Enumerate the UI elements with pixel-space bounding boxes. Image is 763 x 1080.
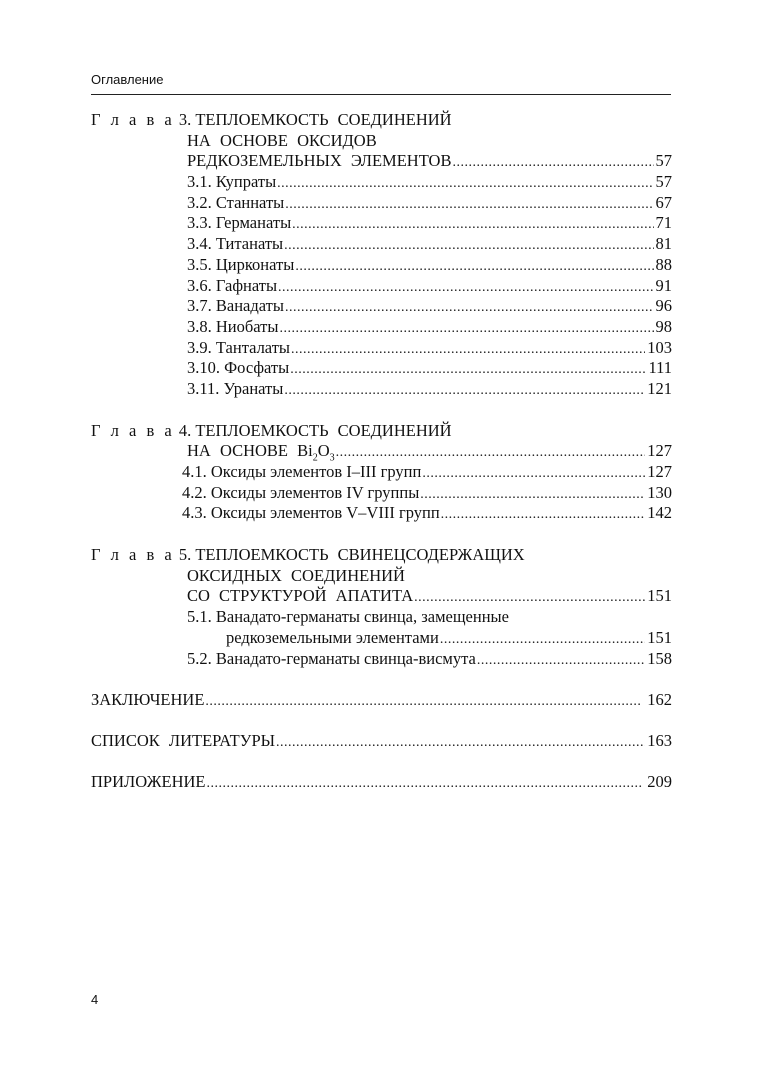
chapter-title-line: ТЕПЛОЕМКОСТЬ СВИНЕЦСОДЕРЖАЩИХ [195,545,525,565]
page-number: 4 [91,992,99,1007]
toc-entry[interactable] [91,234,672,255]
toc-entry-page: 91 [655,275,672,295]
table-of-contents [91,110,672,792]
toc-entry[interactable] [91,255,672,276]
toc-entry-title: 3.2. Станнаты [187,192,285,212]
dot-leader [477,649,645,672]
toc-entry[interactable] [91,296,672,317]
toc-entry-conclusion[interactable] [91,690,672,711]
dot-leader [420,483,645,506]
toc-entry-title: СО СТРУКТУРОЙ АПАТИТА [187,586,414,606]
toc-entry-title: 3.11. Уранаты [187,378,284,398]
dot-leader [440,628,645,651]
toc-entry-title: ПРИЛОЖЕНИЕ [91,771,206,791]
dot-leader [336,441,646,464]
toc-entry-title: 3.3. Германаты [187,213,292,233]
toc-entry[interactable] [91,276,672,297]
toc-entry-title: 3.7. Ванадаты [187,296,284,316]
chapter-label: Г л а в а [91,420,175,440]
dot-leader [205,690,645,713]
dot-leader [277,172,653,195]
chapter-number: 3. [178,110,192,129]
toc-entry-chapter-3[interactable] [91,151,672,172]
toc-entry[interactable] [91,483,672,504]
toc-entry-title: 4.3. Оксиды элементов V–VIII групп [182,503,440,523]
toc-entry-title: 3.5. Цирконаты [187,254,295,274]
dot-leader [276,731,645,754]
toc-entry-title: 5.2. Ванадато-германаты свинца-висмута [187,648,476,668]
toc-entry-page: 127 [647,441,672,461]
dot-leader [452,151,653,174]
toc-entry-page: 67 [655,192,672,212]
toc-entry-page: 130 [647,482,672,502]
dot-leader [285,193,653,216]
dot-leader [290,358,646,381]
toc-entry[interactable] [91,462,672,483]
toc-entry[interactable] [91,503,672,524]
toc-entry-title: редкоземельными элементами [226,627,439,647]
toc-entry-title: 4.1. Оксиды элементов I–III групп [182,462,422,481]
toc-entry-page: 121 [647,378,672,398]
toc-entry[interactable] [91,172,672,193]
spacer [91,752,672,772]
dot-leader [206,772,645,795]
spacer [91,711,672,731]
toc-entry[interactable] [91,317,672,338]
spacer [91,669,672,690]
toc-entry-title: 3.1. Купраты [187,172,277,192]
header-rule [91,94,671,95]
toc-entry-page: 142 [647,503,672,523]
toc-entry-page: 88 [655,254,672,274]
chapter-5-sections [91,607,672,669]
chapter-label: Г л а в а [91,545,175,565]
spacer [91,524,672,545]
toc-entry-page: 163 [647,730,672,750]
dot-leader [292,213,653,236]
chapter-title-line: ТЕПЛОЕМКОСТЬ СОЕДИНЕНИЙ [195,110,452,129]
toc-entry-page: 162 [647,690,672,710]
dot-leader [291,338,645,361]
toc-entry-references[interactable] [91,731,672,752]
toc-entry-title [187,441,336,462]
dot-leader [278,276,653,299]
toc-entry-appendix[interactable] [91,772,672,793]
toc-entry-page: 98 [655,316,672,336]
chapter-label: Г л а в а [91,110,175,129]
toc-entry[interactable] [91,649,672,670]
toc-entry-chapter-5[interactable] [91,586,672,607]
toc-entry-page: 57 [655,172,672,192]
toc-entry-page: 81 [655,234,672,254]
dot-leader [279,317,653,340]
toc-entry-title: РЕДКОЗЕМЕЛЬНЫХ ЭЛЕМЕНТОВ [187,151,452,171]
chapter-title-line: НА ОСНОВЕ ОКСИДОВ [187,130,377,150]
toc-entry-page: 158 [647,648,672,668]
toc-entry[interactable] [91,338,672,359]
running-title: Оглавление [91,72,164,87]
toc-entry-page: 111 [648,358,672,378]
dot-leader [441,503,646,526]
toc-entry-title: 3.8. Ниобаты [187,316,279,336]
dot-leader [285,296,654,319]
toc-entry-page: 57 [655,151,672,171]
spacer [91,400,672,421]
chapter-title-line: НА ОСНОВЕ [187,441,288,461]
chapter-3-sections [91,172,672,400]
chapter-number: 4. [178,420,192,440]
dot-leader [284,234,653,257]
chapter-5-heading [91,545,672,566]
toc-entry-page: 96 [655,296,672,316]
chapter-title-line: ТЕПЛОЕМКОСТЬ СОЕДИНЕНИЙ [195,420,452,440]
dot-leader [295,255,653,278]
toc-entry-page: 103 [647,337,672,357]
toc-entry-title: 3.10. Фосфаты [187,358,290,378]
toc-entry-page: 151 [647,627,672,647]
toc-entry-title: 3.6. Гафнаты [187,275,278,295]
toc-entry[interactable] [91,628,672,649]
toc-entry-title: 3.9. Танталаты [187,337,291,357]
toc-entry-page: 127 [647,462,672,481]
toc-entry-page: 71 [655,213,672,233]
dot-leader [414,586,645,609]
toc-entry-title: СПИСОК ЛИТЕРАТУРЫ [91,730,276,750]
toc-entry[interactable] [91,358,672,379]
chapter-4-heading [91,421,672,442]
toc-entry[interactable] [91,213,672,234]
toc-entry-title: 4.2. Оксиды элементов IV группы [182,482,420,502]
chapter-3-heading [91,110,672,131]
dot-leader [284,379,645,402]
toc-entry[interactable] [91,193,672,214]
toc-entry-title: 3.4. Титанаты [187,234,284,254]
chapter-title-line: ОКСИДНЫХ СОЕДИНЕНИЙ [187,565,405,585]
chapter-4-sections [91,462,672,524]
toc-entry-page: 151 [647,586,672,606]
toc-entry[interactable] [91,379,672,400]
chemical-formula: $Bi_2O_3$ [297,441,335,464]
chapter-number: 5. [178,545,192,565]
dot-leader [422,462,645,485]
toc-entry-title: ЗАКЛЮЧЕНИЕ [91,690,205,710]
toc-entry-chapter-4[interactable] [91,441,672,462]
toc-entry-title-line[interactable]: 5.1. Ванадато-германаты свинца, замещенные [187,607,509,627]
toc-entry-page: 209 [647,771,672,791]
